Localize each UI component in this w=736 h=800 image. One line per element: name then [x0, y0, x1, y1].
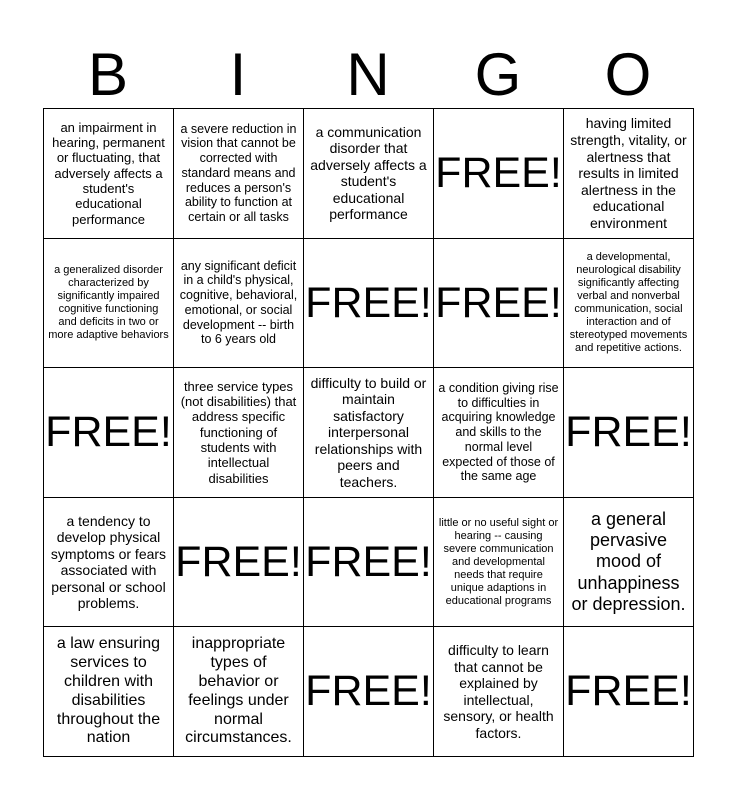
free-cell[interactable]: FREE!	[564, 627, 694, 757]
header-letter-b: B	[87, 41, 129, 108]
bingo-cell[interactable]: having limited strength, vitality, or alertness that results in limited alertness in the educational environment	[564, 109, 694, 239]
header-letter-i: I	[229, 41, 247, 108]
bingo-cell[interactable]: a condition giving rise to difficulties in acquiring knowledge and skills to the normal level expected of those of the same age	[434, 368, 564, 498]
bingo-cell[interactable]: an impairment in hearing, permanent or fluctuating, that adversely affects a student's educational performance	[44, 109, 174, 239]
bingo-row	[44, 238, 694, 368]
bingo-cell[interactable]: a developmental, neurological disability significantly affecting verbal and nonverbal communication, social interaction and of stereotyped movements and repetitive actions.	[564, 238, 694, 368]
header-letter-n: N	[346, 41, 390, 108]
bingo-row	[44, 368, 694, 498]
bingo-cell[interactable]: difficulty to learn that cannot be explained by intellectual, sensory, or health factors.	[434, 627, 564, 757]
bingo-cell[interactable]: three service types (not disabilities) that address specific functioning of students with intellectual disabilities	[174, 368, 304, 498]
bingo-cell[interactable]: a communication disorder that adversely affects a student's educational performance	[304, 109, 434, 239]
free-cell[interactable]: FREE!	[304, 497, 434, 627]
bingo-cell[interactable]: inappropriate types of behavior or feelings under normal circumstances.	[174, 627, 304, 757]
bingo-row	[44, 109, 694, 239]
free-cell[interactable]: FREE!	[564, 368, 694, 498]
bingo-cell[interactable]: any significant deficit in a child's physical, cognitive, behavioral, emotional, or social development -- birth to 6 years old	[174, 238, 304, 368]
bingo-cell[interactable]: a tendency to develop physical symptoms or fears associated with personal or school problems.	[44, 497, 174, 627]
free-cell[interactable]: FREE!	[304, 627, 434, 757]
free-cell[interactable]: FREE!	[434, 109, 564, 239]
bingo-row	[44, 627, 694, 757]
bingo-cell[interactable]: a severe reduction in vision that cannot be corrected with standard means and reduces a person's ability to function at certain or all tasks	[174, 109, 304, 239]
bingo-cell[interactable]: a generalized disorder characterized by significantly impaired cognitive functioning and deficits in two or more adaptive behaviors	[44, 238, 174, 368]
bingo-cell[interactable]: a law ensuring services to children with disabilities throughout the nation	[44, 627, 174, 757]
bingo-cell[interactable]: difficulty to build or maintain satisfactory interpersonal relationships with peers and teachers.	[304, 368, 434, 498]
free-cell[interactable]: FREE!	[304, 238, 434, 368]
bingo-grid	[43, 108, 694, 757]
bingo-cell[interactable]: a general pervasive mood of unhappiness or depression.	[564, 497, 694, 627]
free-cell[interactable]: FREE!	[44, 368, 174, 498]
free-cell[interactable]: FREE!	[174, 497, 304, 627]
free-cell[interactable]: FREE!	[434, 238, 564, 368]
bingo-header	[43, 42, 693, 108]
bingo-cell[interactable]: little or no useful sight or hearing -- causing severe communication and developmental needs that require unique adaptions in educational programs	[434, 497, 564, 627]
header-letter-o: O	[604, 41, 652, 108]
header-letter-g: G	[474, 41, 522, 108]
bingo-row	[44, 497, 694, 627]
